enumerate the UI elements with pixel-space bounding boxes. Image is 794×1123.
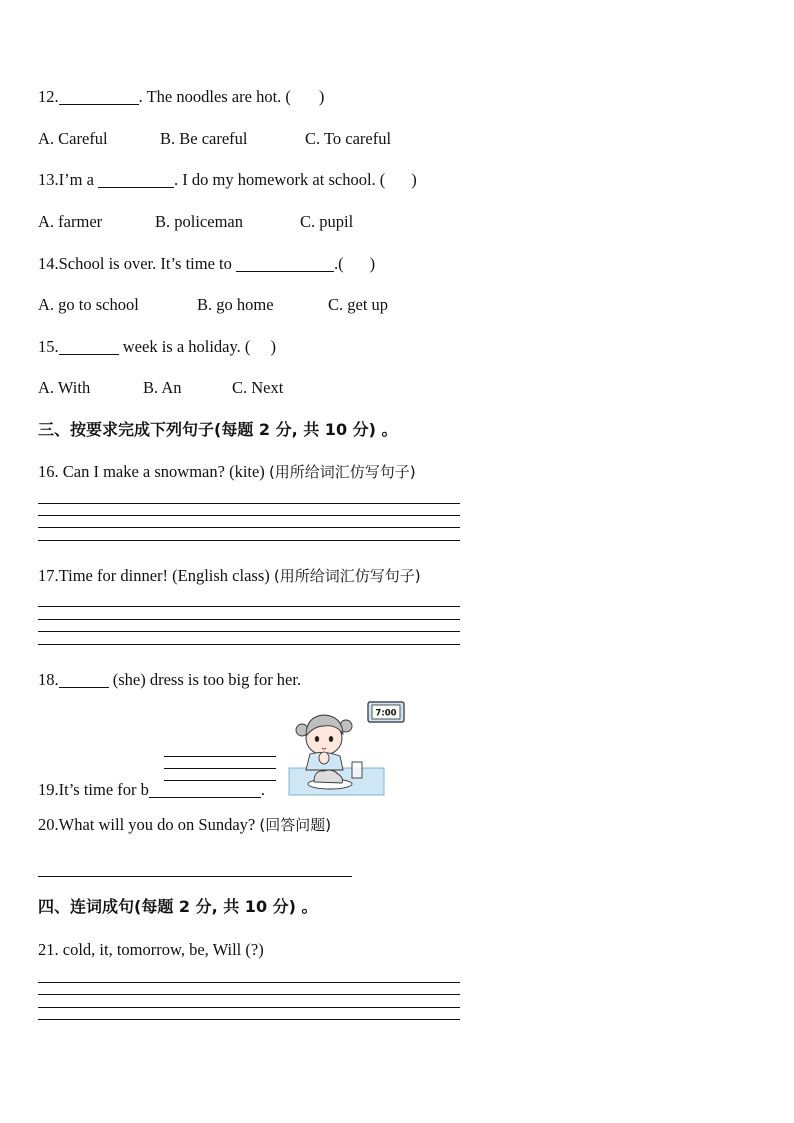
- writing-line[interactable]: [38, 515, 460, 516]
- question-13: 13.I’m a . I do my homework at school. ( ): [38, 170, 417, 189]
- section-4-title: 四、连词成句(每题 2 分, 共 10 分) 。: [38, 897, 318, 916]
- writing-line[interactable]: [38, 619, 460, 620]
- writing-line[interactable]: [38, 631, 460, 632]
- option-c[interactable]: C. get up: [328, 295, 389, 314]
- option-b[interactable]: B. policeman: [155, 212, 243, 231]
- clock-time: 7:00: [375, 708, 397, 719]
- question-14: 14.School is over. It’s time to .( ): [38, 254, 376, 273]
- answer-line[interactable]: [38, 876, 352, 877]
- option-a[interactable]: A. With: [38, 378, 91, 397]
- option-a[interactable]: A. Careful: [38, 129, 108, 148]
- writing-line[interactable]: [38, 527, 460, 528]
- question-text: . The noodles are hot. (: [138, 87, 291, 106]
- answer-blank[interactable]: [98, 173, 174, 188]
- girl-breakfast-illustration: [288, 700, 406, 796]
- answer-blank[interactable]: [59, 340, 119, 355]
- clock-icon: [368, 702, 404, 722]
- question-17: 17.Time for dinner! (English class) (用所给词汇仿写句子): [38, 566, 421, 585]
- writing-line[interactable]: [38, 606, 460, 607]
- option-c[interactable]: C. pupil: [300, 212, 354, 231]
- writing-line[interactable]: [38, 644, 460, 645]
- answer-blank[interactable]: [59, 673, 109, 688]
- question-15: 15. week is a holiday. ( ): [38, 337, 276, 356]
- answer-blank[interactable]: [236, 257, 334, 272]
- answer-blank[interactable]: [59, 90, 139, 105]
- question-number: 12.: [38, 87, 59, 106]
- option-a[interactable]: A. go to school: [38, 295, 139, 314]
- section-3-title: 三、按要求完成下列句子(每题 2 分, 共 10 分) 。: [38, 420, 398, 439]
- option-b[interactable]: B. Be careful: [160, 129, 248, 148]
- question-19: 19.It’s time for b .: [38, 780, 266, 799]
- writing-line[interactable]: [164, 768, 276, 769]
- writing-line[interactable]: [38, 1019, 460, 1020]
- writing-line[interactable]: [38, 540, 460, 541]
- question-21: 21. cold, it, tomorrow, be, Will (?): [38, 940, 264, 959]
- question-12: 12. . The noodles are hot. ( ): [38, 87, 325, 106]
- writing-line[interactable]: [164, 756, 276, 757]
- question-20: 20.What will you do on Sunday? (回答问题): [38, 815, 332, 834]
- option-b[interactable]: B. go home: [197, 295, 274, 314]
- option-c[interactable]: C. Next: [232, 378, 284, 397]
- option-a[interactable]: A. farmer: [38, 212, 103, 231]
- writing-line[interactable]: [38, 994, 460, 995]
- question-18: 18. (she) dress is too big for her.: [38, 670, 302, 689]
- option-c[interactable]: C. To careful: [305, 129, 392, 148]
- option-b[interactable]: B. An: [143, 378, 182, 397]
- writing-line[interactable]: [38, 503, 460, 504]
- answer-blank[interactable]: [149, 783, 261, 798]
- question-16: 16. Can I make a snowman? (kite) (用所给词汇仿写句子): [38, 462, 416, 481]
- writing-line[interactable]: [38, 982, 460, 983]
- writing-line[interactable]: [38, 1007, 460, 1008]
